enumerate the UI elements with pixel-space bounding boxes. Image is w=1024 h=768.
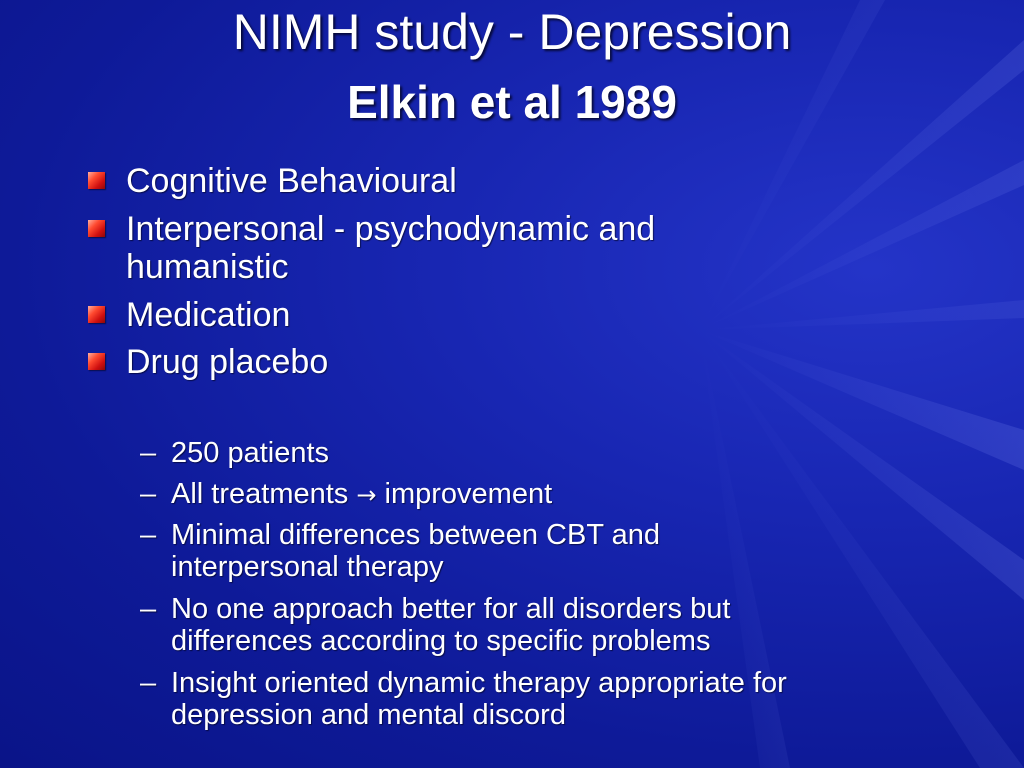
dash-marker: –: [140, 519, 157, 551]
sub-bullet-text: Minimal differences between CBT and interpersonal therapy: [171, 519, 660, 583]
dash-marker: –: [140, 593, 157, 625]
bullet-square-icon: [88, 353, 105, 370]
sub-bullet-text: No one approach better for all disorders but differences according to specific problems: [171, 593, 731, 657]
dash-marker: –: [140, 667, 157, 699]
bullet-item: Interpersonal - psychodynamic and humanistic: [126, 210, 656, 286]
bullet-square-icon: [88, 172, 105, 189]
bullet-square-icon: [88, 220, 105, 237]
sub-bullet-text: [171, 478, 921, 511]
dash-marker: –: [140, 437, 157, 469]
bullet-item: Drug placebo: [126, 343, 329, 381]
title-line-2: Elkin et al 1989: [347, 76, 677, 128]
sub-bullet-text-after: improvement: [384, 478, 553, 510]
sub-bullet-text: 250 patients: [171, 437, 330, 469]
right-arrow-icon: →: [356, 481, 377, 509]
bullet-square-icon: [88, 306, 105, 323]
sub-bullet-text: Insight oriented dynamic therapy appropriate for depression and mental discord: [171, 667, 787, 731]
bullet-item: Cognitive Behavioural: [126, 162, 457, 200]
sub-bullet-text-before: All treatments: [171, 478, 349, 510]
bullet-item: Medication: [126, 296, 291, 334]
title-line-1: NIMH study - Depression: [232, 4, 792, 60]
dash-marker: –: [140, 478, 157, 510]
